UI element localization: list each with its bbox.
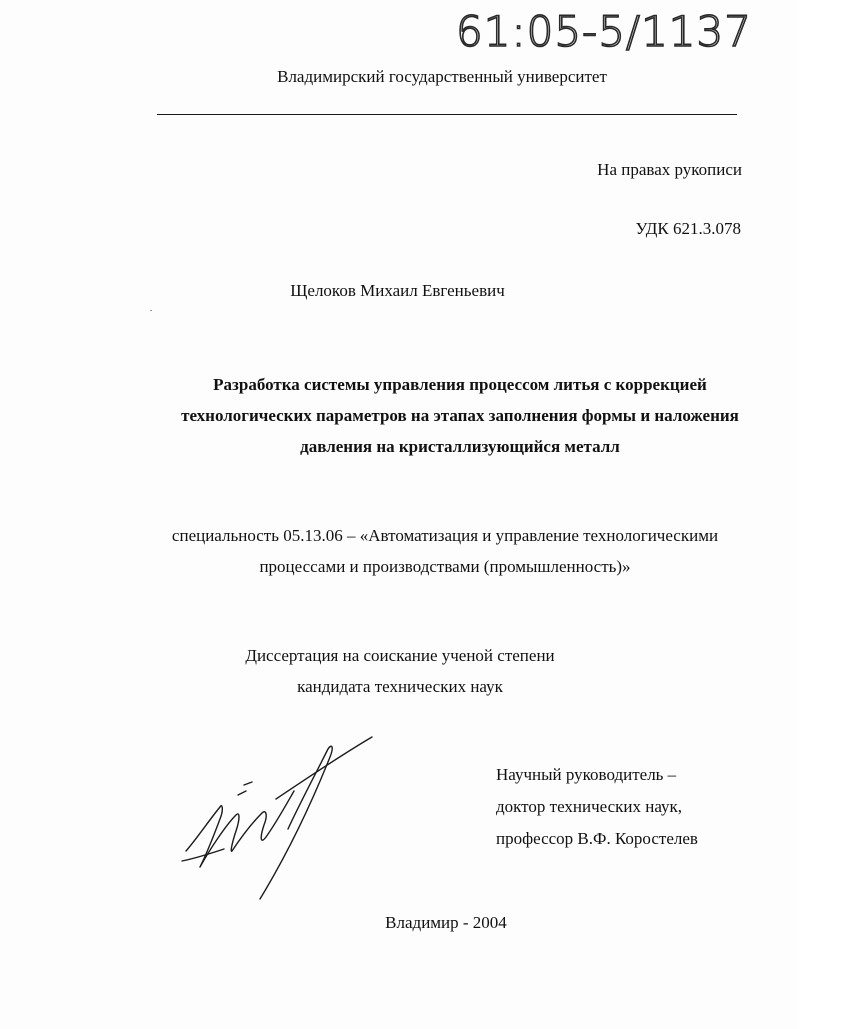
handwritten-archive-number-text: 61:05-5/1137 — [456, 7, 752, 56]
manuscript-rights-note: На правах рукописи — [597, 160, 742, 179]
author-signature — [176, 733, 381, 903]
thesis-title-line-3: давления на кристаллизующийся металл — [300, 437, 620, 456]
degree-line-2: кандидата технических наук — [297, 677, 503, 696]
scan-speck — [150, 310, 152, 311]
handwritten-archive-number — [452, 4, 752, 56]
thesis-title-line-1: Разработка системы управления процессом литья с коррекцией — [213, 375, 707, 394]
city-and-year: Владимир - 2004 — [385, 913, 507, 932]
thesis-title — [100, 369, 820, 462]
specialty — [75, 520, 815, 582]
degree-line-1: Диссертация на соискание ученой степени — [245, 646, 555, 665]
supervisor-line-3: профессор В.Ф. Коростелев — [496, 829, 698, 848]
supervisor-line-2: доктор технических наук, — [496, 797, 683, 816]
scientific-supervisor — [496, 759, 786, 855]
header-divider — [157, 114, 737, 115]
university-name: Владимирский государственный университет — [277, 67, 607, 86]
author-name: Щелоков Михаил Евгеньевич — [290, 281, 505, 300]
udc-code: УДК 621.3.078 — [635, 219, 741, 238]
supervisor-line-1: Научный руководитель – — [496, 765, 677, 784]
specialty-line-1: специальность 05.13.06 – «Автоматизация и управление технологическими — [171, 526, 719, 545]
degree-statement — [40, 640, 760, 702]
specialty-line-2: процессами и производствами (промышленность)» — [259, 557, 631, 576]
thesis-title-line-2: технологических параметров на этапах заполнения формы и наложения — [181, 406, 739, 425]
